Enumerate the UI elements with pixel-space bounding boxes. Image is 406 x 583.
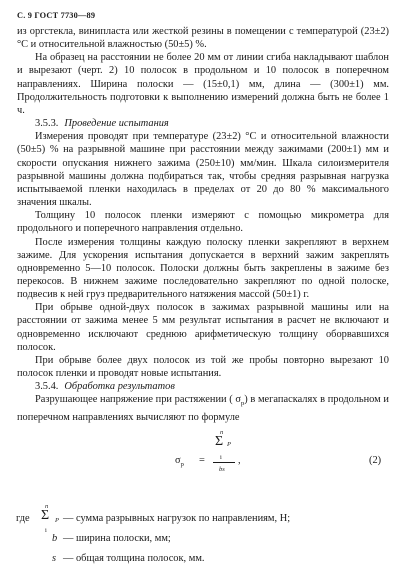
paragraph: При обрыве одной-двух полосок в зажимах разрывной машины или на расстоянии от зажима менее 5 мм результат испытания в расчет не включают и одновременно исключают среднюю арифметическую толщину оборвавшихся полосок. (17, 302, 389, 353)
section-title: Проведение испытания (64, 118, 169, 130)
sum-variable: P (227, 440, 231, 448)
def-row-1: — сумма разрывных нагрузок по направлениям, Н; (63, 512, 291, 524)
paragraph: Измерения проводят при температуре (23±2) °С и относительной влажности (50±5) % на разрывной машине при расстоянии между зажимами (200±1) мм и скорости опускания нижнего зажима (250±10) мм/мин. Шкала силоизмерителя разрывной машины должна подбираться так, чтобы средняя разрывная нагрузка испытываемой пленки находилась в пределах от 20 до 80 % максимального значения шкалы. (17, 131, 389, 209)
def-row-3: — общая толщина полосок, мм. (63, 552, 205, 564)
definitions (16, 502, 389, 550)
sum-upper-limit: n (220, 428, 224, 436)
page-header: С. 9 ГОСТ 7730—89 (17, 11, 96, 20)
section-heading-3-5-3 (17, 117, 389, 130)
section-title: Обработка результатов (64, 381, 175, 393)
formula-comma: , (238, 454, 241, 466)
def-sum-lower-limit: i (45, 526, 47, 534)
sigma-symbol: σ (235, 394, 242, 406)
document-body (17, 25, 389, 566)
def-sum-symbol: Σ (41, 507, 50, 523)
def-sum-upper-limit: n (45, 502, 49, 510)
paragraph: из оргстекла, винипласта или жесткой резины в помещении с температурой (23±2) °С и относительной влажностью (50±5) %. (17, 26, 389, 51)
paragraph: Толщину 10 полосок пленки измеряют с помощью микрометра для продольного и поперечного направления отдельно. (17, 210, 389, 235)
section-heading-3-5-4 (17, 380, 389, 393)
paragraph: После измерения толщины каждую полоску пленки закрепляют в верхнем зажиме. Для ускорения испытания допускается в верхний зажим закреплять одновременно 5—10 полосок. Полоски должны быть закреплены в зажиме без перекосов. В нижнем зажиме последовательно закрепляют по одной полоске, подвесив к ней груз предварительного натяжения массой (50±1) г. (17, 236, 389, 301)
section-number: 3.5.3. (35, 118, 59, 130)
paragraph: На образец на расстоянии не более 20 мм от линии сгиба накладывают шаблон и вырезают (черт. 2) 10 полосок в продольном и 10 полосок в поперечном направлениях. Ширина полоски — (15±0,1) мм, длина — (300±1) мм. Продолжительность подготовки к выполнению измерений должна быть не более 1 ч. (17, 52, 389, 116)
formula-number: (2) (369, 454, 382, 466)
def-row-2-var: b (52, 532, 58, 544)
paragraph: При обрыве более двух полосок из той же пробы повторно вырезают 10 полосок пленки и проводят новые испытания. (17, 354, 389, 380)
equals-sign: = (199, 454, 205, 466)
formula-intro-paragraph: Разрушающее напряжение при растяжении ( $\sigma_р$) в мегапаскалях в продольном и поперечном направлениях вычисляют по формуле (17, 394, 389, 423)
def-row-2: — ширина полоски, мм; (63, 532, 171, 544)
denominator: bs (219, 465, 225, 473)
def-row-3-var: s (52, 552, 57, 564)
def-sum-variable: P (55, 516, 59, 524)
formula-lhs: $\sigma_р$ (175, 454, 184, 468)
sum-lower-limit: i (220, 453, 222, 461)
sum-symbol: Σ (215, 433, 224, 449)
definitions-tail (17, 552, 389, 566)
formula-2 (17, 424, 389, 504)
where-word: где (16, 512, 30, 524)
section-number: 3.5.4. (35, 381, 59, 393)
